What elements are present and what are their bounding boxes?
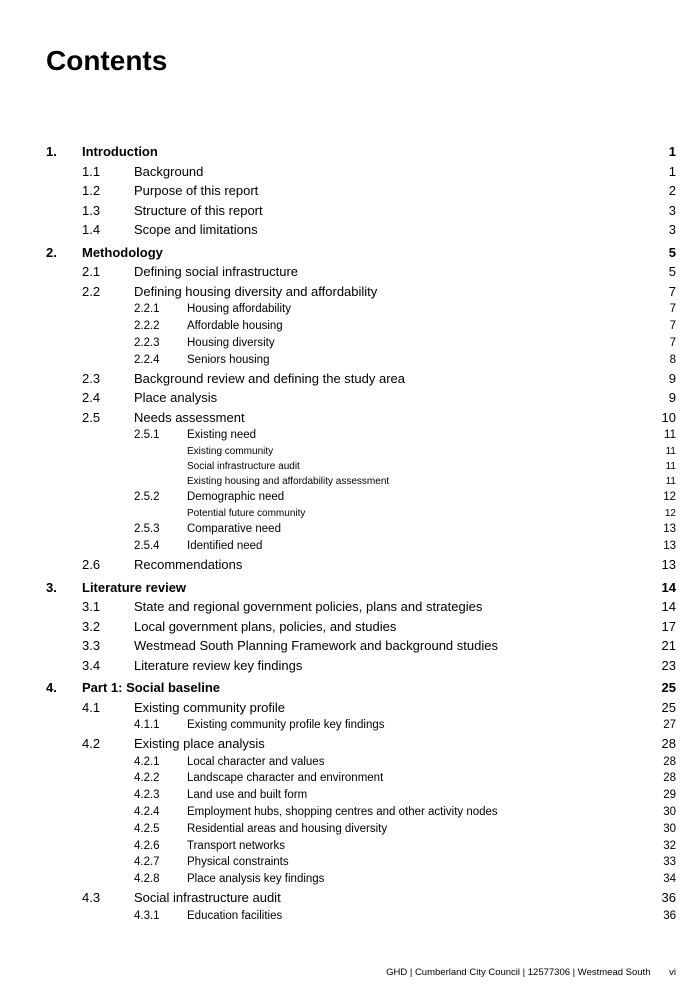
toc-entry-label: Social infrastructure audit xyxy=(134,890,281,906)
toc-entry-page: 3 xyxy=(668,202,676,218)
toc-entry-label: Background review and defining the study area xyxy=(134,370,406,386)
toc-entry-level-3[interactable] xyxy=(0,856,683,873)
toc-entry-number: 4.2.3 xyxy=(134,789,160,802)
toc-entry-number: 2.3 xyxy=(82,370,101,386)
toc-entry-level-4[interactable] xyxy=(0,476,683,491)
toc-entry-number: 3.2 xyxy=(82,618,101,634)
toc-entry-page: 13 xyxy=(663,540,676,553)
toc-entry-level-3[interactable] xyxy=(0,354,683,371)
toc-entry-level-4[interactable] xyxy=(0,446,683,461)
toc-entry-page: 9 xyxy=(668,370,676,386)
toc-entry-label: Transport networks xyxy=(187,839,285,852)
toc-entry-number: 3.1 xyxy=(82,599,101,615)
toc-entry-label: Defining social infrastructure xyxy=(134,264,299,280)
toc-entry-label: Literature review xyxy=(82,579,187,595)
toc-entry-number: 1. xyxy=(46,144,57,159)
toc-entry-level-2[interactable] xyxy=(0,700,683,720)
toc-entry-level-3[interactable] xyxy=(0,429,683,446)
toc-entry-page: 11 xyxy=(665,461,676,473)
toc-entry-number: 4.3.1 xyxy=(134,909,160,922)
toc-entry-level-2[interactable] xyxy=(0,890,683,910)
toc-entry-label: Needs assessment xyxy=(134,409,245,425)
toc-entry-level-3[interactable] xyxy=(0,823,683,840)
toc-entry-level-4[interactable] xyxy=(0,461,683,476)
toc-entry-level-2[interactable] xyxy=(0,599,683,619)
toc-entry-number: 2. xyxy=(46,244,57,260)
toc-entry-number: 4. xyxy=(46,680,57,696)
toc-entry-level-2[interactable] xyxy=(0,638,683,658)
toc-entry-page: 7 xyxy=(669,336,676,349)
page-title: Contents xyxy=(46,45,168,76)
toc-entry-page: 7 xyxy=(669,303,676,316)
toc-entry-page: 1 xyxy=(668,163,676,179)
toc-entry-label: Residential areas and housing diversity xyxy=(187,822,388,835)
toc-entry-label: Westmead South Planning Framework and background studies xyxy=(134,638,498,654)
toc-entry-label: Background xyxy=(134,163,204,179)
toc-entry-number: 3. xyxy=(46,579,57,595)
toc-entry-label: Purpose of this report xyxy=(134,183,259,199)
toc-entry-number: 1.3 xyxy=(82,202,101,218)
toc-entry-page: 3 xyxy=(668,222,676,238)
toc-entry-label: Existing community profile xyxy=(134,699,285,715)
toc-entry-level-3[interactable] xyxy=(0,910,683,927)
toc-entry-level-4[interactable] xyxy=(0,508,683,523)
toc-entry-label: Land use and built form xyxy=(187,789,308,802)
toc-entry-page: 12 xyxy=(663,491,676,504)
toc-entry-page: 7 xyxy=(669,320,676,333)
toc-entry-label: Introduction xyxy=(82,144,158,159)
toc-entry-page: 14 xyxy=(661,599,676,615)
toc-entry-label: Defining housing diversity and affordability xyxy=(134,283,378,299)
toc-entry-level-2[interactable] xyxy=(0,164,683,184)
toc-entry-page: 14 xyxy=(661,579,676,595)
toc-entry-level-2[interactable] xyxy=(0,619,683,639)
toc-entry-label: Potential future community xyxy=(187,508,306,520)
toc-entry-number: 4.1 xyxy=(82,699,101,715)
toc-entry-level-2[interactable] xyxy=(0,557,683,577)
toc-entry-label: Existing need xyxy=(187,429,257,442)
toc-entry-page: 11 xyxy=(665,476,676,488)
toc-entry-level-3[interactable] xyxy=(0,337,683,354)
toc-entry-number: 1.4 xyxy=(82,222,101,238)
toc-entry-label: Housing affordability xyxy=(187,303,291,316)
toc-entry-level-2[interactable] xyxy=(0,183,683,203)
toc-entry-level-3[interactable] xyxy=(0,756,683,773)
toc-entry-number: 4.2.7 xyxy=(134,856,160,869)
toc-entry-number: 2.1 xyxy=(82,264,101,280)
toc-entry-number: 2.6 xyxy=(82,557,101,572)
toc-entry-page: 25 xyxy=(661,680,676,696)
toc-entry-page: 11 xyxy=(665,445,676,457)
toc-entry-level-2[interactable] xyxy=(0,410,683,430)
toc-entry-level-2[interactable] xyxy=(0,284,683,304)
toc-entry-level-1[interactable] xyxy=(0,245,683,265)
toc-entry-label: Existing housing and affordability assessment xyxy=(187,476,390,488)
toc-entry-number: 4.3 xyxy=(82,890,101,906)
toc-entry-number: 3.4 xyxy=(82,657,101,673)
toc-entry-label: Demographic need xyxy=(187,491,285,504)
toc-entry-level-3[interactable] xyxy=(0,789,683,806)
toc-entry-label: Seniors housing xyxy=(187,353,270,366)
toc-entry-label: Affordable housing xyxy=(187,320,283,333)
toc-entry-level-3[interactable] xyxy=(0,719,683,736)
toc-entry-page: 2 xyxy=(668,183,676,199)
toc-entry-label: Part 1: Social baseline xyxy=(82,680,221,696)
toc-entry-label: Place analysis xyxy=(134,390,218,406)
toc-entry-label: Landscape character and environment xyxy=(187,772,384,785)
toc-entry-number: 4.2.1 xyxy=(134,755,160,768)
toc-entry-number: 1.1 xyxy=(82,163,101,179)
toc-entry-number: 2.5.4 xyxy=(134,540,160,553)
toc-entry-label: Comparative need xyxy=(187,523,281,536)
toc-entry-page: 28 xyxy=(661,736,676,752)
toc-entry-number: 2.5 xyxy=(82,409,101,425)
toc-entry-level-2[interactable] xyxy=(0,371,683,391)
toc-entry-page: 21 xyxy=(661,638,676,654)
toc-entry-label: State and regional government policies, plans and strategies xyxy=(134,599,483,615)
toc-entry-number: 2.4 xyxy=(82,390,101,406)
toc-entry-level-3[interactable] xyxy=(0,523,683,540)
toc-entry-page: 28 xyxy=(663,755,676,768)
toc-entry-level-3[interactable] xyxy=(0,303,683,320)
toc-entry-label: Scope and limitations xyxy=(134,222,258,238)
toc-entry-page: 9 xyxy=(668,390,676,406)
toc-entry-page: 28 xyxy=(663,772,676,785)
toc-entry-page: 12 xyxy=(664,508,676,520)
toc-entry-number: 1.2 xyxy=(82,183,101,199)
toc-entry-page: 30 xyxy=(663,806,676,819)
toc-entry-page: 29 xyxy=(663,789,676,802)
toc-entry-label: Structure of this report xyxy=(134,202,263,218)
toc-entry-label: Existing community profile key findings xyxy=(187,719,385,732)
toc-entry-page: 34 xyxy=(663,873,676,886)
toc-entry-number: 2.5.2 xyxy=(134,491,160,504)
toc-entry-label: Identified need xyxy=(187,540,263,553)
toc-entry-number: 3.3 xyxy=(82,638,101,654)
toc-entry-page: 7 xyxy=(668,283,676,299)
toc-entry-label: Social infrastructure audit xyxy=(187,461,300,473)
toc-entry-label: Recommendations xyxy=(134,557,243,572)
footer-text: GHD | Cumberland City Council | 12577306 | Westmead South xyxy=(386,967,651,978)
toc-entry-page: 17 xyxy=(661,618,676,634)
toc-entry-level-3[interactable] xyxy=(0,491,683,508)
toc-entry-page: 33 xyxy=(663,856,676,869)
toc-entry-number: 4.2 xyxy=(82,736,101,752)
toc-entry-page: 27 xyxy=(663,719,676,732)
toc-entry-label: Housing diversity xyxy=(187,336,275,349)
toc-entry-level-2[interactable] xyxy=(0,264,683,284)
toc-entry-number: 4.2.5 xyxy=(134,822,160,835)
toc-entry-page: 30 xyxy=(663,822,676,835)
toc-entry-number: 4.2.2 xyxy=(134,772,160,785)
toc-entry-level-3[interactable] xyxy=(0,320,683,337)
toc-entry-number: 2.2.2 xyxy=(134,320,160,333)
toc-entry-page: 32 xyxy=(663,839,676,852)
toc-entry-level-2[interactable] xyxy=(0,203,683,223)
toc-entry-level-2[interactable] xyxy=(0,390,683,410)
toc-entry-page: 5 xyxy=(668,264,676,280)
toc-entry-page: 10 xyxy=(661,409,676,425)
toc-entry-page: 36 xyxy=(661,890,676,906)
toc-entry-level-1[interactable] xyxy=(0,580,683,600)
toc-entry-number: 2.2.3 xyxy=(134,336,160,349)
toc-entry-label: Methodology xyxy=(82,244,163,260)
toc-entry-number: 4.1.1 xyxy=(134,719,160,732)
toc-entry-page: 36 xyxy=(663,909,676,922)
toc-entry-level-1[interactable] xyxy=(0,680,683,700)
toc-entry-level-3[interactable] xyxy=(0,540,683,557)
toc-entry-label: Existing place analysis xyxy=(134,736,265,752)
toc-entry-page: 25 xyxy=(661,699,676,715)
toc-entry-label: Employment hubs, shopping centres and other activity nodes xyxy=(187,806,498,819)
toc-entry-number: 2.2 xyxy=(82,283,101,299)
toc-entry-number: 2.5.1 xyxy=(134,429,160,442)
toc-entry-level-3[interactable] xyxy=(0,873,683,890)
toc-entry-level-2[interactable] xyxy=(0,736,683,756)
toc-entry-label: Place analysis key findings xyxy=(187,873,325,886)
page-footer xyxy=(386,967,676,978)
toc-entry-label: Local character and values xyxy=(187,755,325,768)
toc-entry-level-1[interactable] xyxy=(0,144,683,164)
toc-entry-label: Local government plans, policies, and studies xyxy=(134,618,397,634)
toc-entry-number: 2.2.4 xyxy=(134,353,160,366)
toc-entry-number: 2.2.1 xyxy=(134,303,160,316)
toc-entry-page: 8 xyxy=(669,353,676,366)
toc-entry-label: Education facilities xyxy=(187,909,283,922)
toc-entry-page: 13 xyxy=(661,557,676,572)
toc-entry-number: 2.5.3 xyxy=(134,523,160,536)
toc-entry-number: 4.2.4 xyxy=(134,806,160,819)
toc-entry-level-3[interactable] xyxy=(0,840,683,857)
toc-entry-level-2[interactable] xyxy=(0,222,683,242)
toc-entry-page: 1 xyxy=(668,144,676,159)
toc-entry-label: Physical constraints xyxy=(187,856,289,869)
toc-entry-page: 5 xyxy=(668,244,676,260)
toc-entry-level-2[interactable] xyxy=(0,658,683,678)
table-of-contents xyxy=(0,144,683,926)
footer-page-number: vi xyxy=(669,967,676,978)
toc-entry-label: Existing community xyxy=(187,445,274,457)
toc-entry-page: 23 xyxy=(661,657,676,673)
toc-entry-level-3[interactable] xyxy=(0,772,683,789)
toc-entry-label: Literature review key findings xyxy=(134,657,303,673)
toc-entry-page: 13 xyxy=(663,523,676,536)
toc-entry-number: 4.2.6 xyxy=(134,839,160,852)
toc-entry-number: 4.2.8 xyxy=(134,873,160,886)
toc-entry-page: 11 xyxy=(664,429,676,442)
toc-entry-level-3[interactable] xyxy=(0,806,683,823)
